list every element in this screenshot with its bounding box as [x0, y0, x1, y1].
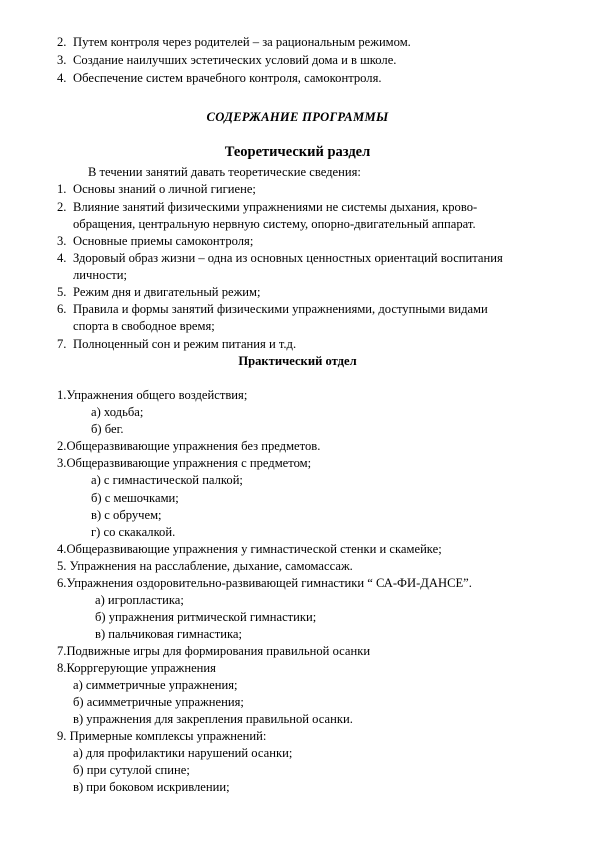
theory-item-text: спорта в свободное время;	[73, 319, 215, 333]
practice-line: в) с обручем;	[91, 508, 162, 522]
theory-item-number: 1.	[57, 182, 67, 196]
theory-lead: В течении занятий давать теоретические сведения:	[88, 165, 361, 179]
theory-item-text: обращения, центральную нервную систему, опорно-двигательный аппарат.	[73, 217, 476, 231]
intro-item-text: Обеспечение систем врачебного контроля, самоконтроля.	[73, 71, 382, 85]
theory-heading: Теоретический раздел	[224, 144, 371, 160]
theory-item-number: 7.	[57, 337, 67, 351]
theory-item-number: 4.	[57, 251, 67, 265]
theory-item-text: личности;	[73, 268, 128, 282]
intro-item-text: Путем контроля через родителей – за рациональным режимом.	[73, 35, 411, 49]
practice-line: 9. Примерные комплексы упражнений:	[57, 729, 267, 743]
practice-line: а) с гимнастической палкой;	[91, 473, 243, 487]
practice-line: 6.Упражнения оздоровительно-развивающей гимнастики “ СА-ФИ-ДАНСЕ”.	[57, 576, 472, 590]
intro-item-text: Создание наилучших эстетических условий дома и в школе.	[73, 53, 397, 67]
practice-heading: Практический отдел	[238, 354, 357, 368]
practice-line: в) упражнения для закрепления правильной осанки.	[73, 712, 353, 726]
practice-line: в) пальчиковая гимнастика;	[95, 627, 243, 641]
practice-line: б) с мешочками;	[91, 491, 179, 505]
theory-item-text: Основные приемы самоконтроля;	[73, 234, 254, 248]
intro-item-number: 4.	[57, 71, 67, 85]
theory-item-text: Влияние занятий физическими упражнениями не системы дыхания, крово-	[73, 200, 478, 214]
practice-line: б) упражнения ритмической гимнастики;	[95, 610, 317, 624]
practice-line: в) при боковом искривлении;	[73, 780, 230, 794]
theory-item-number: 5.	[57, 285, 67, 299]
theory-item-number: 2.	[57, 200, 67, 214]
practice-line: 7.Подвижные игры для формирования правильной осанки	[57, 644, 371, 658]
theory-item-text: Правила и формы занятий физическими упражнениями, доступными видами	[73, 302, 488, 316]
practice-line: б) при сутулой спине;	[73, 763, 190, 777]
theory-item-text: Режим дня и двигательный режим;	[73, 285, 261, 299]
practice-line: 2.Общеразвивающие упражнения без предметов.	[57, 439, 321, 453]
practice-line: 4.Общеразвивающие упражнения у гимнастической стенки и скамейке;	[57, 542, 442, 556]
practice-line: 8.Корргерующие упражнения	[57, 661, 216, 675]
theory-item-number: 3.	[57, 234, 67, 248]
practice-line: 1.Упражнения общего воздействия;	[57, 388, 248, 402]
practice-line: а) для профилактики нарушений осанки;	[73, 746, 293, 760]
theory-item-text: Полноценный сон и режим питания и т.д.	[73, 337, 297, 351]
practice-line: г) со скакалкой.	[91, 525, 176, 539]
practice-line: б) асимметричные упражнения;	[73, 695, 244, 709]
intro-item-number: 3.	[57, 53, 67, 67]
theory-item-text: Основы знаний о личной гигиене;	[73, 182, 256, 196]
theory-item-number: 6.	[57, 302, 67, 316]
practice-line: а) ходьба;	[91, 405, 144, 419]
practice-line: б) бег.	[91, 422, 124, 436]
program-heading: СОДЕРЖАНИЕ ПРОГРАММЫ	[206, 110, 389, 124]
practice-line: а) игропластика;	[95, 593, 184, 607]
practice-line: 5. Упражнения на расслабление, дыхание, самомассаж.	[57, 559, 353, 573]
practice-line: 3.Общеразвивающие упражнения с предметом;	[57, 456, 312, 470]
theory-item-text: Здоровый образ жизни – одна из основных ценностных ориентаций воспитания	[73, 251, 503, 265]
practice-line: а) симметричные упражнения;	[73, 678, 238, 692]
intro-item-number: 2.	[57, 35, 67, 49]
